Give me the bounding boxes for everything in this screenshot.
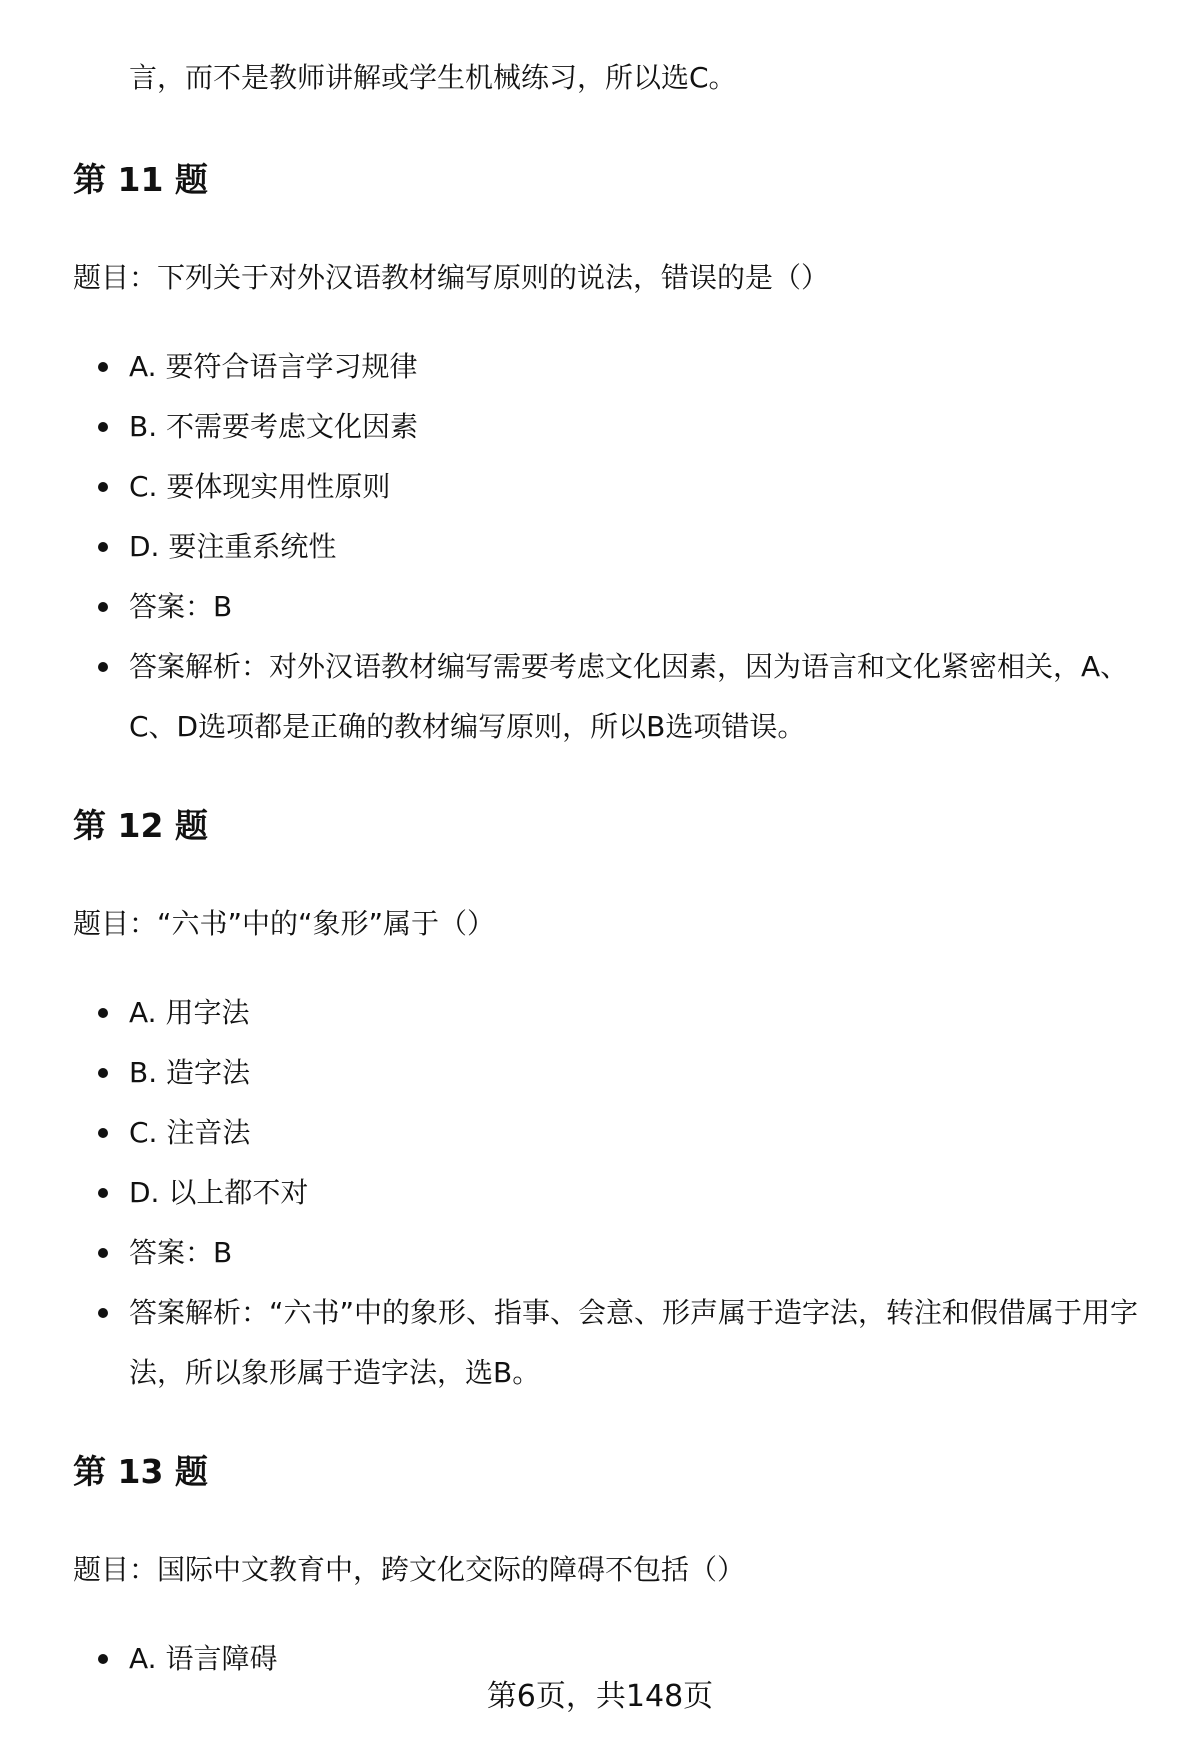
bullet-icon [98, 662, 108, 672]
question-13-stem: 题目：国际中文教育中，跨文化交际的障碍不包括（） [73, 1553, 746, 1586]
option-text: B. 不需要考虑文化因素 [129, 410, 419, 443]
option-text: A. 要符合语言学习规律 [129, 350, 418, 383]
question-12-stem: 题目：“六书”中的“象形”属于（） [73, 907, 496, 940]
analysis-item [0, 1283, 1180, 1403]
analysis-text: 答案解析：“六书”中的象形、指事、会意、形声属于造字法，转注和假借属于用字法，所以象形属于造字法，选B。 [129, 1296, 1139, 1389]
bullet-icon [98, 482, 108, 492]
option-item [0, 337, 1180, 397]
question-11-stem: 题目：下列关于对外汉语教材编写原则的说法，错误的是（） [73, 261, 830, 294]
question-12-title: 第 12 题 [73, 806, 208, 845]
bullet-icon [98, 1008, 108, 1018]
page-footer: 第6页，共148页 [486, 1679, 714, 1714]
bullet-icon [98, 362, 108, 372]
option-item [0, 1103, 1180, 1163]
option-item [0, 397, 1180, 457]
bullet-icon [98, 542, 108, 552]
question-12-options [0, 983, 1200, 1403]
analysis-text: 答案解析：对外汉语教材编写需要考虑文化因素，因为语言和文化紧密相关，A、C、D选项都是正确的教材编写原则，所以B选项错误。 [129, 650, 1129, 743]
question-11-title: 第 11 题 [73, 160, 208, 199]
bullet-icon [98, 1188, 108, 1198]
option-text: B. 造字法 [129, 1056, 251, 1089]
analysis-item [0, 637, 1180, 757]
option-text: C. 要体现实用性原则 [129, 470, 391, 503]
option-item [0, 457, 1180, 517]
bullet-icon [98, 1128, 108, 1138]
question-13-title: 第 13 题 [73, 1452, 208, 1491]
option-item [0, 1043, 1180, 1103]
option-text: A. 用字法 [129, 996, 250, 1029]
bullet-icon [98, 1654, 108, 1664]
bullet-icon [98, 1248, 108, 1258]
option-text: D. 要注重系统性 [129, 530, 337, 563]
option-text: A. 语言障碍 [129, 1642, 278, 1675]
bullet-icon [98, 1068, 108, 1078]
answer-text: 答案：B [129, 1236, 233, 1269]
bullet-icon [98, 422, 108, 432]
bullet-icon [98, 1308, 108, 1318]
answer-text: 答案：B [129, 590, 233, 623]
option-item [0, 517, 1180, 577]
option-item [0, 983, 1180, 1043]
option-text: C. 注音法 [129, 1116, 251, 1149]
continuation-text: 言，而不是教师讲解或学生机械练习，所以选C。 [129, 61, 737, 94]
answer-item [0, 1223, 1180, 1283]
option-item [0, 1163, 1180, 1223]
answer-item [0, 577, 1180, 637]
bullet-icon [98, 602, 108, 612]
option-text: D. 以上都不对 [129, 1176, 309, 1209]
question-11-options [0, 337, 1200, 757]
